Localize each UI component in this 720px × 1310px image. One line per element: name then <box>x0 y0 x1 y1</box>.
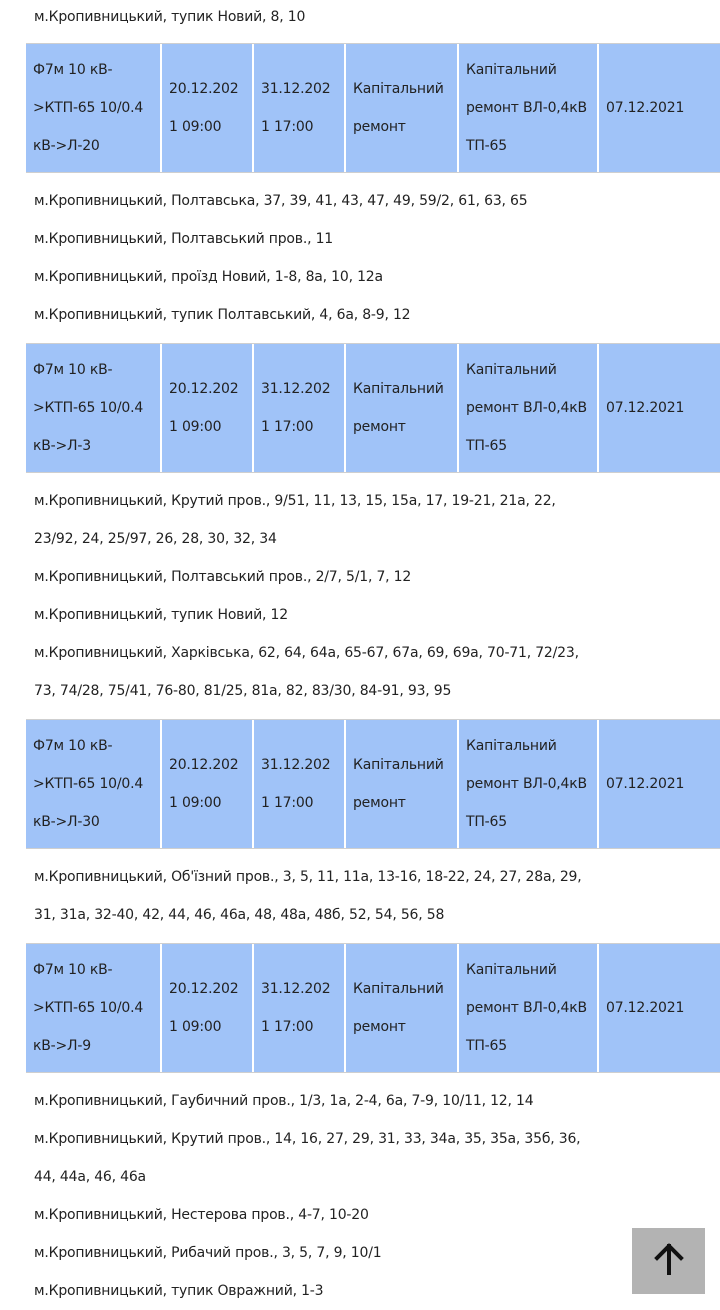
address-line: м.Кропивницький, Гаубичний пров., 1/3, 1а, 2-4, 6а, 7-9, 10/11, 12, 14 <box>34 1093 534 1109</box>
outage-row <box>26 43 720 173</box>
description-cell: Капітальний ремонт ВЛ-0,4кВ ТП-65 <box>459 44 597 172</box>
address-list <box>0 182 594 334</box>
address-line: м.Кропивницький, Крутий пров., 9/51, 11, 13, 15, 15а, 17, 19-21, 21а, 22, 23/92, 24, 25/97, 26, 28, 30, 32, 34 <box>34 493 556 547</box>
outage-row <box>26 943 720 1073</box>
address-line: м.Кропивницький, тупик Полтавський, 4, 6а, 8-9, 12 <box>34 307 411 323</box>
address-line: м.Кропивницький, тупик Новий, 8, 10 <box>34 9 306 25</box>
description-cell: Капітальний ремонт ВЛ-0,4кВ ТП-65 <box>459 344 597 472</box>
description-cell: Капітальний ремонт ВЛ-0,4кВ ТП-65 <box>459 720 597 848</box>
type-cell: Капітальний ремонт <box>346 944 457 1072</box>
address-line: м.Кропивницький, тупик Новий, 12 <box>34 607 288 623</box>
scroll-to-top-button[interactable] <box>632 1228 705 1294</box>
type-cell: Капітальний ремонт <box>346 344 457 472</box>
address-list <box>0 858 594 934</box>
address-line: м.Кропивницький, Полтавський пров., 2/7, 5/1, 7, 12 <box>34 569 412 585</box>
type-cell: Капітальний ремонт <box>346 44 457 172</box>
date-cell: 07.12.2021 <box>599 944 720 1072</box>
description-cell: Капітальний ремонт ВЛ-0,4кВ ТП-65 <box>459 944 597 1072</box>
address-line: м.Кропивницький, Полтавська, 37, 39, 41, 43, 47, 49, 59/2, 61, 63, 65 <box>34 193 528 209</box>
address-line: м.Кропивницький, Об'їзний пров., 3, 5, 11, 11а, 13-16, 18-22, 24, 27, 28а, 29, 31, 31а, 32-40, 42, 44, 46, 46а, 48, 48а, 48б, 52, 54, 56, 58 <box>34 869 582 923</box>
line-cell: Ф7м 10 кВ->КТП-65 10/0.4 кВ->Л-20 <box>26 44 160 172</box>
end-cell: 31.12.2021 17:00 <box>254 944 344 1072</box>
end-cell: 31.12.2021 17:00 <box>254 344 344 472</box>
date-cell: 07.12.2021 <box>599 44 720 172</box>
start-cell: 20.12.2021 09:00 <box>162 344 252 472</box>
outage-row <box>26 343 720 473</box>
line-cell: Ф7м 10 кВ->КТП-65 10/0.4 кВ->Л-30 <box>26 720 160 848</box>
end-cell: 31.12.2021 17:00 <box>254 720 344 848</box>
outage-row <box>26 719 720 849</box>
start-cell: 20.12.2021 09:00 <box>162 944 252 1072</box>
address-line: м.Кропивницький, Крутий пров., 14, 16, 27, 29, 31, 33, 34а, 35, 35а, 35б, 36, 44, 44а, 46, 46а <box>34 1131 581 1185</box>
address-line: м.Кропивницький, Нестерова пров., 4-7, 10-20 <box>34 1207 369 1223</box>
arrow-up-icon <box>652 1242 686 1280</box>
start-cell: 20.12.2021 09:00 <box>162 44 252 172</box>
address-line: м.Кропивницький, проїзд Новий, 1-8, 8а, 10, 12а <box>34 269 383 285</box>
line-cell: Ф7м 10 кВ->КТП-65 10/0.4 кВ->Л-3 <box>26 344 160 472</box>
address-line: м.Кропивницький, Полтавський пров., 11 <box>34 231 333 247</box>
address-line: м.Кропивницький, Рибачий пров., 3, 5, 7, 9, 10/1 <box>34 1245 382 1261</box>
address-line: м.Кропивницький, Харківська, 62, 64, 64а, 65-67, 67а, 69, 69а, 70-71, 72/23, 73, 74/28, 75/41, 76-80, 81/25, 81а, 82, 83/30, 84-91, 93, 95 <box>34 645 579 699</box>
top-address-block <box>0 0 594 34</box>
line-cell: Ф7м 10 кВ->КТП-65 10/0.4 кВ->Л-9 <box>26 944 160 1072</box>
date-cell: 07.12.2021 <box>599 720 720 848</box>
start-cell: 20.12.2021 09:00 <box>162 720 252 848</box>
address-list <box>0 482 594 710</box>
address-list <box>0 1082 594 1310</box>
address-line: м.Кропивницький, тупик Овражний, 1-3 <box>34 1283 324 1299</box>
type-cell: Капітальний ремонт <box>346 720 457 848</box>
date-cell: 07.12.2021 <box>599 344 720 472</box>
end-cell: 31.12.2021 17:00 <box>254 44 344 172</box>
